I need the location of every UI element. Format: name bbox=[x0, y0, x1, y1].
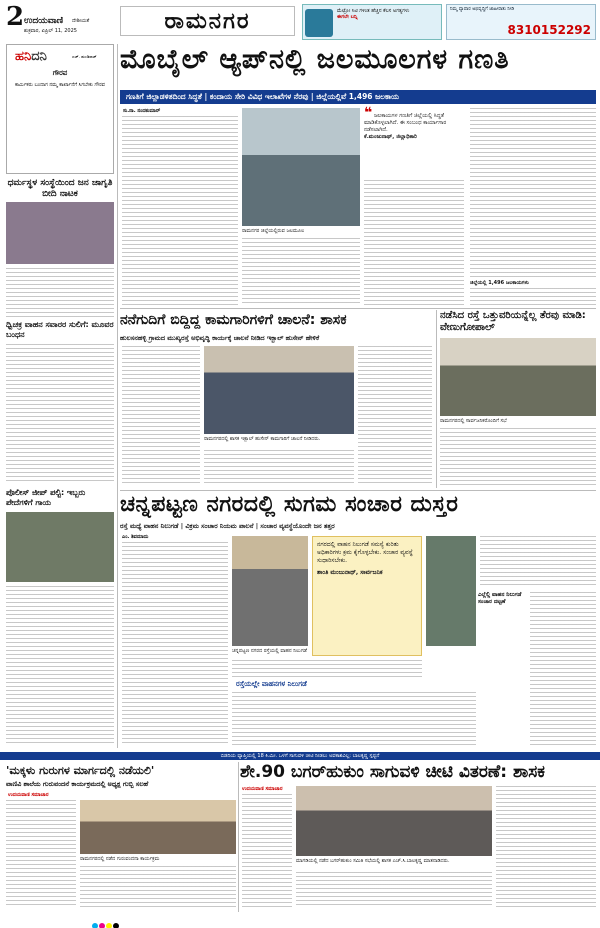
registration-marks bbox=[92, 914, 120, 928]
cyan-dot-icon bbox=[92, 923, 98, 928]
yellow-dot-icon bbox=[106, 923, 112, 928]
lead-quote-box bbox=[364, 105, 462, 176]
story4-text-col5 bbox=[232, 692, 476, 746]
left-headline-3: ಪೊಲೀಸ್ ಜೀಪ್ ಪಲ್ಟಿ: ಇಬ್ಬರು ಪೇದೆಗಳಿಗೆ ಗಾಯ bbox=[6, 488, 86, 507]
story3-photo bbox=[440, 338, 596, 416]
left-text-1 bbox=[6, 268, 114, 318]
story3-headline: ನಡೆಸಿದ ರಸ್ತೆ ಒತ್ತುವರಿಯನ್ನೆಲ್ಲ ತೆರವು ಮಾಡಿ: ವೇಣುಗೋಪಾಲ್ bbox=[440, 310, 586, 333]
bottom-right-byline: ಉದಯವಾಣಿ ಸಮಾಚಾರ bbox=[242, 786, 283, 792]
story2-photo bbox=[204, 346, 354, 434]
lead-photo bbox=[242, 108, 360, 226]
quote-mark-icon: ❝ bbox=[364, 105, 373, 121]
story2-text-col3 bbox=[358, 346, 432, 486]
ad-banner-1[interactable] bbox=[302, 4, 442, 40]
section-rule-1 bbox=[120, 308, 596, 309]
magenta-dot-icon bbox=[99, 923, 105, 928]
bottom-right-photo bbox=[296, 786, 492, 856]
story4-caption: ಚನ್ನಪಟ್ಟಣ ನಗರದ ರಸ್ತೆಯಲ್ಲಿ ವಾಹನ ನಿಲುಗಡೆ bbox=[232, 648, 307, 654]
bottom-left-photo bbox=[80, 800, 236, 854]
lead-text-col3 bbox=[364, 180, 464, 306]
lead-text-col1 bbox=[122, 116, 238, 306]
black-dot-icon bbox=[113, 923, 119, 928]
lead-subhead: ಗಣತಿಗೆ ಜಿಲ್ಲಾಡಳಿತದಿಂದ ಸಿದ್ಧತೆ | ಕಂದಾಯ ಸೇರಿ ವಿವಿಧ ಇಲಾಖೆಗಳ ನೆರವು | ಜಿಲ್ಲೆಯಲ್ಲಿವೆ 1,496 ಜಲಕಾಯ bbox=[120, 90, 596, 104]
column-rule-3 bbox=[238, 762, 239, 912]
page-number: 2 bbox=[6, 2, 25, 32]
ad1-cta: ಈಗಲೇ ಬನ್ನಿ bbox=[337, 14, 358, 20]
story4-text-col2 bbox=[232, 660, 422, 678]
lead-text-col2 bbox=[242, 238, 360, 306]
bottom-strip: ಬಿಡದಿಯ ವ್ಯಾಪ್ತಿಯಲ್ಲಿ 18 ಕಿ.ಮೀ. ಒಳಗೆ ಸಾಗುವಳಿ ಚೀಟಿ ನೀಡಲು ಅವಕಾಶವಿಲ್ಲ: ಬಾಲಕೃಷ್ಣ ಸ್ಪಷ್ಟನೆ bbox=[0, 752, 600, 760]
section-rule-2 bbox=[120, 490, 596, 491]
lead-quote: ಜಲಕಾಯಗಳ ಗಣತಿಗೆ ಜಿಲ್ಲೆಯಲ್ಲಿ ಸಿದ್ಧತೆ ಮಾಡಿಕೊಳ್ಳಲಾಗಿದೆ. ಈ ಸಂಬಂಧ ಕಾರ್ಯಾಗಾರ ನಡೆಸಲಾಗಿದೆ. bbox=[364, 113, 447, 133]
story4-author: ಎಂ. ಶಿವಮಾದು bbox=[122, 534, 149, 540]
phone-icon bbox=[305, 9, 333, 37]
bottom-left-text-1 bbox=[6, 800, 76, 908]
story2-text-col1 bbox=[122, 346, 200, 486]
paper-name: ಉದಯವಾಣಿ bbox=[24, 16, 64, 26]
honey-author: ಎಚ್. ಡುಂಡಿರಾಜ್ bbox=[72, 54, 97, 59]
ad2-text: ನಿಮ್ಮ ವ್ಯಾಪಾರ ಅಭಿವೃದ್ಧಿಗೆ ಜಾಹೀರಾತು ನೀಡಿ bbox=[450, 7, 515, 12]
logo-part-b: ದನಿ bbox=[31, 49, 47, 64]
story4-box-sig: ಶಾಂತಿ ಮಂಜುನಾಥ್, ಸಾರ್ವಜನಿಕ bbox=[317, 569, 383, 576]
lead-headline bbox=[120, 44, 596, 86]
logo-part-a: ಹನಿ bbox=[15, 49, 32, 64]
lead-caption: ರಾಮನಗರ ಜಿಲ್ಲೆಯಲ್ಲಿರುವ ಜಲಮೂಲ bbox=[242, 228, 305, 234]
lead-author: ಸು.ನಾ. ನಂದಕುಮಾರ್ bbox=[123, 108, 161, 114]
story4-text-col1 bbox=[122, 542, 228, 746]
story3-text bbox=[440, 428, 596, 486]
story4-text-col3 bbox=[480, 536, 596, 588]
honey-poem: ಕಾರ್ಮಿಕರು ಬಂದಾಗ ನಮ್ಮ ಕಾರ್ಖಾನೆಗೆ ಸಿಗಬೇಕು ಗೌರವ bbox=[15, 82, 105, 88]
paper-tagline: ದೇಶೀಯತೆ bbox=[72, 18, 90, 24]
left-text-2 bbox=[6, 344, 114, 484]
ad1-text: ಮೆಟ್ರೋ ಸಿಟಿ ಗಳಿಂತ ಹೆಚ್ಚಿನ ಕೆಲಸ ಅಗತ್ಯಗಳು bbox=[337, 8, 410, 14]
bottom-left-subhead: ವಾಣಿವಿ ಶಾಲೆಯ ಗುರುವಂದನೆ ಕಾರ್ಯಕ್ರಮದಲ್ಲಿ ಅಧ್ಯಕ್ಷ ಗುಬ್ಬಿ ಸಲಹೆ bbox=[6, 780, 149, 788]
left-headline-2: ಧ್ವಿಚಕ್ರ ವಾಹನ ಸವಾರರ ಸುಲಿಗೆ: ಮೂವರ ಬಂಧನ bbox=[6, 320, 114, 339]
lead-quote-by: ಕೆ.ಮಂಜುನಾಥ್, ಜಿಲ್ಲಾಧಿಕಾರಿ bbox=[364, 134, 417, 140]
story4-bullets bbox=[478, 592, 528, 606]
lead-text-col4 bbox=[470, 108, 596, 278]
story4-text-col4 bbox=[530, 592, 596, 746]
story2-caption: ರಾಮನಗರದಲ್ಲಿ ಶಾಸಕ ಇಕ್ಬಾಲ್ ಹುಸೇನ್ ಕಾಮಗಾರಿಗೆ ಚಾಲನೆ ನೀಡಿದರು. bbox=[204, 436, 321, 442]
left-photo-1 bbox=[6, 202, 114, 264]
column-rule-2 bbox=[436, 310, 437, 488]
bottom-right-text-1 bbox=[242, 794, 292, 908]
story2-subhead: ಹುಲಸನಹಳ್ಳಿ ಗ್ರಾಮದ ಮುಖ್ಯರಸ್ತೆ ಅಭಿವೃದ್ಧಿ ಕಾರ್ಯಕ್ಕೆ ಚಾಲನೆ ನೀಡಿದ ಇಕ್ಬಾಲ್ ಹುಸೇನ್ ಹೇಳಿಕೆ bbox=[120, 334, 320, 342]
edition-title: ರಾಮನಗರ bbox=[120, 6, 295, 36]
ad2-phone: 8310152292 bbox=[507, 23, 591, 37]
bottom-right-caption: ಮಾಗಡಿಯಲ್ಲಿ ನಡೆದ ಬಗರ್‌ಹುಕುಂ ಸಮಿತಿ ಸಭೆಯಲ್ಲಿ ಶಾಸಕ ಎಚ್.ಸಿ.ಬಾಲಕೃಷ್ಣ ಮಾತನಾಡಿದರು. bbox=[296, 858, 450, 864]
dateline: ಶುಕ್ರವಾರ, ಏಪ್ರಿಲ್ 11, 2025 bbox=[24, 28, 77, 34]
story3-caption: ರಾಮನಗರದಲ್ಲಿ ಸಾರ್ವಜನಿಕರೊಂದಿಗೆ ಸಭೆ bbox=[440, 418, 507, 424]
story2-text-col2 bbox=[204, 450, 354, 486]
honey-column-box bbox=[6, 44, 114, 174]
lead-headline-text: ಮೊಬೈಲ್ ಆ್ಯಪ್‌ನಲ್ಲಿ ಜಲಮೂಲಗಳ ಗಣತಿ bbox=[120, 44, 510, 75]
bottom-left-headline: 'ಮಕ್ಕಳು ಗುರುಗಳ ಮಾರ್ಗದಲ್ಲಿ ನಡೆಯಲಿ' bbox=[6, 764, 155, 777]
honey-title: ಗೌರವ bbox=[52, 69, 68, 77]
left-headline-1: ಧರ್ಮಸ್ಥಳ ಸಂಸ್ಥೆಯಿಂದ ಜನ ಜಾಗೃತಿ ಬೀದಿ ನಾಟಕ bbox=[7, 178, 113, 199]
bottom-right-headline: ಶೇ.90 ಬಗರ್‌ಹುಕುಂ ಸಾಗುವಳಿ ಚೀಟಿ ವಿತರಣೆ: ಶಾಸಕ bbox=[240, 762, 545, 782]
story4-photo bbox=[232, 536, 308, 646]
story2-headline: ನನೆಗುದಿಗೆ ಬಿದ್ದಿದ್ದ ಕಾಮಗಾರಿಗಳಿಗೆ ಚಾಲನೆ: ಶಾಸಕ bbox=[120, 312, 347, 328]
honey-logo bbox=[15, 49, 47, 64]
bullet-2: ಸಂಚಾರ ದಟ್ಟಣೆ bbox=[478, 599, 506, 605]
story4-headline: ಚನ್ನಪಟ್ಟಣ ನಗರದಲ್ಲಿ ಸುಗಮ ಸಂಚಾರ ದುಸ್ತರ bbox=[120, 492, 459, 517]
bottom-left-caption: ರಾಮನಗರದಲ್ಲಿ ನಡೆದ ಗುರುವಂದನಾ ಕಾರ್ಯಕ್ರಮ bbox=[80, 856, 160, 862]
lead-text-col5 bbox=[470, 288, 596, 306]
story4-subhead: ರಸ್ತೆ ಮಧ್ಯೆ ವಾಹನ ನಿಲುಗಡೆ | ವಿಕ್ರಮ ಸಂಚಾರ ನಿಯಮ ಪಾಲನೆ | ಸಂಚಾರ ವ್ಯವಸ್ಥೆಯೊಂದೇ ಜನ ತತ್ತರ bbox=[120, 522, 335, 530]
bullet-1: ಎಲ್ಲೆಲ್ಲಿ ವಾಹನ ನಿಲುಗಡೆ bbox=[478, 592, 522, 598]
lead-badge: ಜಿಲ್ಲೆಯಲ್ಲಿ 1,496 ಜಲಕಾಯಗಳು bbox=[470, 280, 529, 286]
bottom-left-byline: ಉದಯವಾಣಿ ಸಮಾಚಾರ bbox=[8, 792, 49, 798]
column-rule bbox=[117, 44, 118, 748]
story4-quote-box bbox=[312, 536, 422, 656]
story4-photo-2 bbox=[426, 536, 476, 646]
bottom-right-text-2 bbox=[296, 872, 492, 908]
story4-subsection-head: ರಸ್ತೆಯಲ್ಲೇ ವಾಹನಗಳ ನಿಲುಗಡೆ bbox=[236, 680, 307, 688]
bottom-right-text-3 bbox=[496, 786, 596, 908]
ad-banner-2[interactable] bbox=[446, 4, 596, 40]
left-text-3 bbox=[6, 586, 114, 746]
story4-box-text: ನಗರದಲ್ಲಿ ವಾಹನ ನಿಲುಗಡೆ ಸಮಸ್ಯೆ ಕುರಿತು ಅಧಿಕಾರಿಗಳು ಕ್ರಮ ಕೈಗೊಳ್ಳಬೇಕು. ಸಂಚಾರ ವ್ಯವಸ್ಥೆ ಸುಧಾರಿಸಬೇಕು. bbox=[317, 541, 413, 564]
bottom-left-text-2 bbox=[80, 866, 236, 908]
left-photo-2 bbox=[6, 512, 114, 582]
